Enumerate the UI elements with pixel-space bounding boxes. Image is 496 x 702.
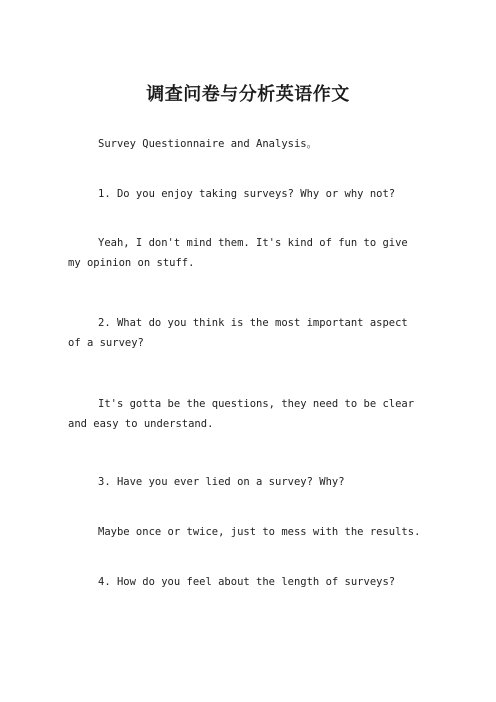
question-2: 2. What do you think is the most important aspect of a survey? [68,317,408,349]
answer-1: Yeah, I don't mind them. It's kind of fun to give my opinion on stuff. [68,237,408,269]
document-title: 调查问卷与分析英语作文 [146,84,350,105]
question-4: 4. How do you feel about the length of surveys? [98,576,396,588]
answer-3: Maybe once or twice, just to mess with the results. [98,526,421,538]
question-3: 3. Have you ever lied on a survey? Why? [98,476,345,488]
paragraph-heading: Survey Questionnaire and Analysis。 [98,138,318,150]
answer-2: It's gotta be the questions, they need to be clear and easy to understand. [68,398,415,430]
question-1: 1. Do you enjoy taking surveys? Why or why not? [98,188,396,200]
